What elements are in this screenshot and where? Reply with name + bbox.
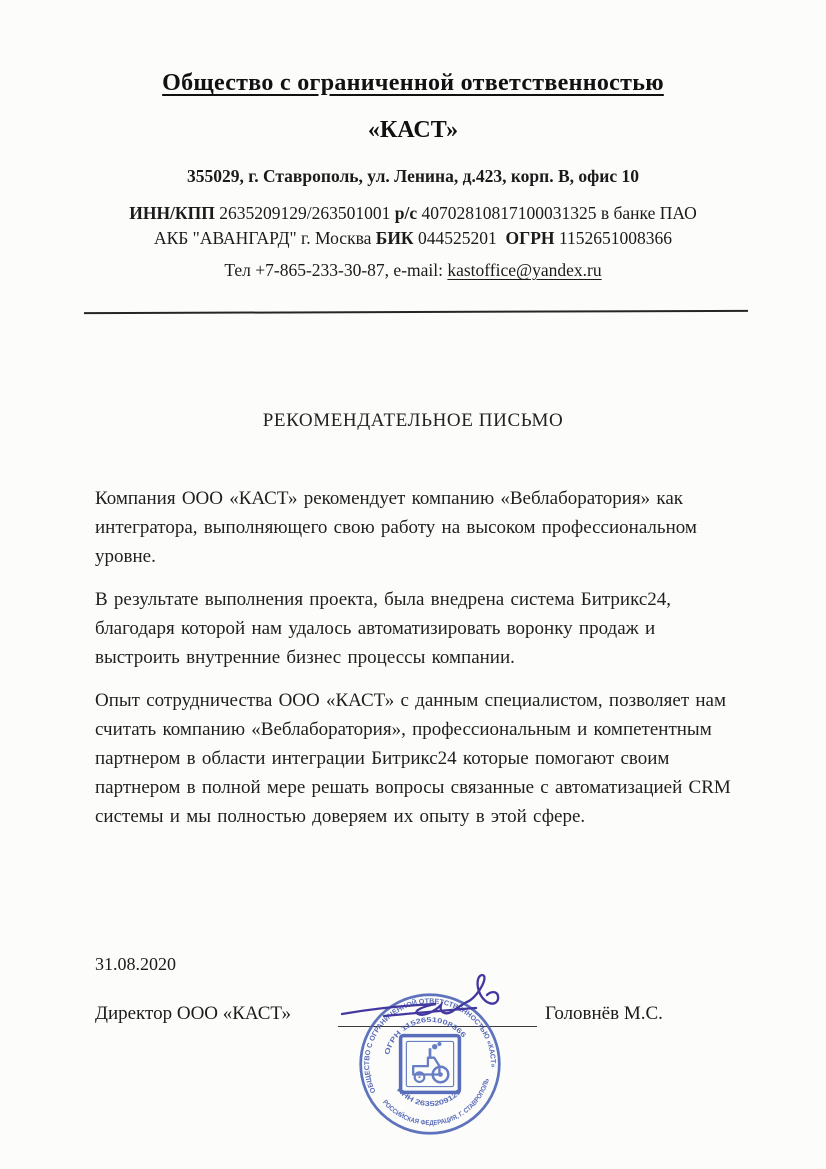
requisites-line-2 <box>0 226 826 251</box>
letter-body <box>95 484 735 831</box>
inn-kpp-label: ИНН/КПП <box>129 203 215 223</box>
org-type-heading: Общество с ограниченной ответственностью <box>162 70 664 96</box>
signer-name: Головнёв М.С. <box>545 1003 663 1024</box>
org-name-heading: «КАСТ» <box>367 117 459 143</box>
ogrn-label: ОГРН <box>505 228 555 248</box>
stamp-outer-top-text: ОБЩЕСТВО С ОГРАНИЧЕННОЙ ОТВЕТСТВЕННОСТЬЮ «КАСТ» <box>363 997 497 1095</box>
paragraph-3: Опыт сотрудничества ООО «КАСТ» с данным специалистом, позволяет нам считать компанию «Веблаборатория», профессиональным и компетентным партнером в области интеграции Битрикс24 которые помогают своим партнером в полной мере решать вопросы связанные с автоматизацией CRM системы и мы полностью доверяем их опыту в этой сфере. <box>95 690 731 827</box>
bik-value: 044525201 <box>418 228 497 248</box>
stamp-ogrn-text: ОГРН 1152651008366 <box>383 1016 466 1056</box>
svg-text:ИНН 2635209129 <box>394 1074 464 1115</box>
bik-label: БИК <box>375 228 414 248</box>
handwritten-signature <box>336 968 548 1040</box>
org-requisites <box>0 201 826 251</box>
letter-title: РЕКОМЕНДАТЕЛЬНОЕ ПИСЬМО <box>262 410 564 431</box>
org-contacts <box>0 260 826 281</box>
account-label: р/с <box>394 203 418 223</box>
tractor-icon <box>401 1036 460 1093</box>
signer-role: Директор ООО «КАСТ» <box>95 1003 291 1024</box>
paragraph-2: В результате выполнения проекта, была внедрена система Битрикс24, благодаря которой нам удалось автоматизировать воронку продаж и выстроить внутренние бизнес процессы компании. <box>95 589 672 668</box>
email-text: kastoffice@yandex.ru <box>447 260 602 280</box>
org-address: 355029, г. Ставрополь, ул. Ленина, д.423, корп. В, офис 10 <box>186 166 640 186</box>
stamp-outer-bottom-text: РОССИЙСКАЯ ФЕДЕРАЦИЯ, Г. СТАВРОПОЛЬ <box>381 1077 492 1128</box>
paragraph-1: Компания ООО «КАСТ» рекомендует компанию «Веблаборатория» как интегратора, выполняющего свою работу на высоком профессиональном уровне. <box>95 488 697 567</box>
letterhead-divider <box>84 310 748 314</box>
requisites-line-1 <box>0 201 826 226</box>
inn-kpp-value: 2635209129/263501001 <box>219 203 391 223</box>
ogrn-value: 1152651008366 <box>558 228 673 248</box>
phone-and-email-label: Тел +7-865-233-30-87, e-mail: <box>224 260 443 280</box>
letterhead <box>0 0 826 281</box>
letter-date: 31.08.2020 <box>95 954 176 974</box>
stamp-inn-text: ИНН 2635209129 <box>395 1086 462 1109</box>
bank-name: АКБ "АВАНГАРД" г. Москва <box>153 228 372 248</box>
account-value: 40702810817100031325 в банке ПАО <box>421 203 697 223</box>
